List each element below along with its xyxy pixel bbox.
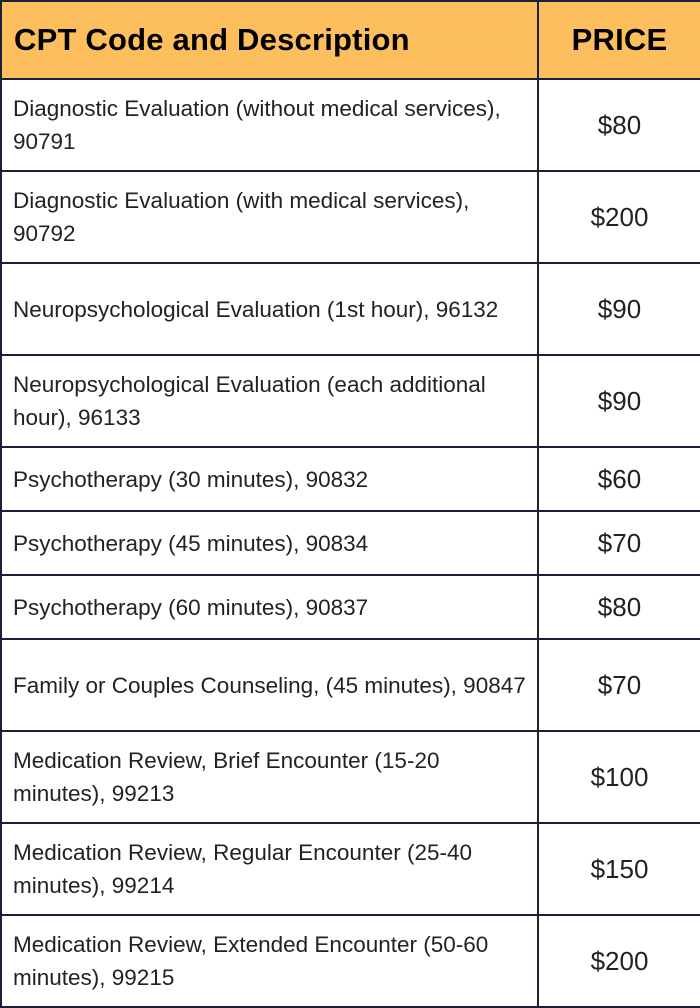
header-price: PRICE bbox=[538, 1, 700, 79]
table-row bbox=[1, 79, 700, 171]
row-price: $70 bbox=[538, 511, 700, 575]
row-description: Psychotherapy (30 minutes), 90832 bbox=[1, 447, 538, 511]
row-price: $200 bbox=[538, 171, 700, 263]
row-price: $100 bbox=[538, 731, 700, 823]
table-row bbox=[1, 731, 700, 823]
table-header-row bbox=[1, 1, 700, 79]
row-description: Diagnostic Evaluation (with medical services), 90792 bbox=[1, 171, 538, 263]
row-price: $80 bbox=[538, 79, 700, 171]
table-row bbox=[1, 823, 700, 915]
row-description: Diagnostic Evaluation (without medical services), 90791 bbox=[1, 79, 538, 171]
row-price: $90 bbox=[538, 355, 700, 447]
table-row bbox=[1, 171, 700, 263]
row-description: Medication Review, Brief Encounter (15-20 minutes), 99213 bbox=[1, 731, 538, 823]
row-description: Psychotherapy (45 minutes), 90834 bbox=[1, 511, 538, 575]
table-row bbox=[1, 355, 700, 447]
table-row bbox=[1, 447, 700, 511]
table-row bbox=[1, 639, 700, 731]
row-price: $80 bbox=[538, 575, 700, 639]
table-row bbox=[1, 511, 700, 575]
row-price: $60 bbox=[538, 447, 700, 511]
row-price: $150 bbox=[538, 823, 700, 915]
table-row bbox=[1, 575, 700, 639]
table-row bbox=[1, 263, 700, 355]
row-description: Neuropsychological Evaluation (each additional hour), 96133 bbox=[1, 355, 538, 447]
row-description: Medication Review, Regular Encounter (25-40 minutes), 99214 bbox=[1, 823, 538, 915]
row-description: Neuropsychological Evaluation (1st hour), 96132 bbox=[1, 263, 538, 355]
row-description: Psychotherapy (60 minutes), 90837 bbox=[1, 575, 538, 639]
row-price: $200 bbox=[538, 915, 700, 1007]
row-description: Medication Review, Extended Encounter (50-60 minutes), 99215 bbox=[1, 915, 538, 1007]
row-price: $70 bbox=[538, 639, 700, 731]
row-description: Family or Couples Counseling, (45 minutes), 90847 bbox=[1, 639, 538, 731]
header-description: CPT Code and Description bbox=[1, 1, 538, 79]
row-price: $90 bbox=[538, 263, 700, 355]
table-row bbox=[1, 915, 700, 1007]
